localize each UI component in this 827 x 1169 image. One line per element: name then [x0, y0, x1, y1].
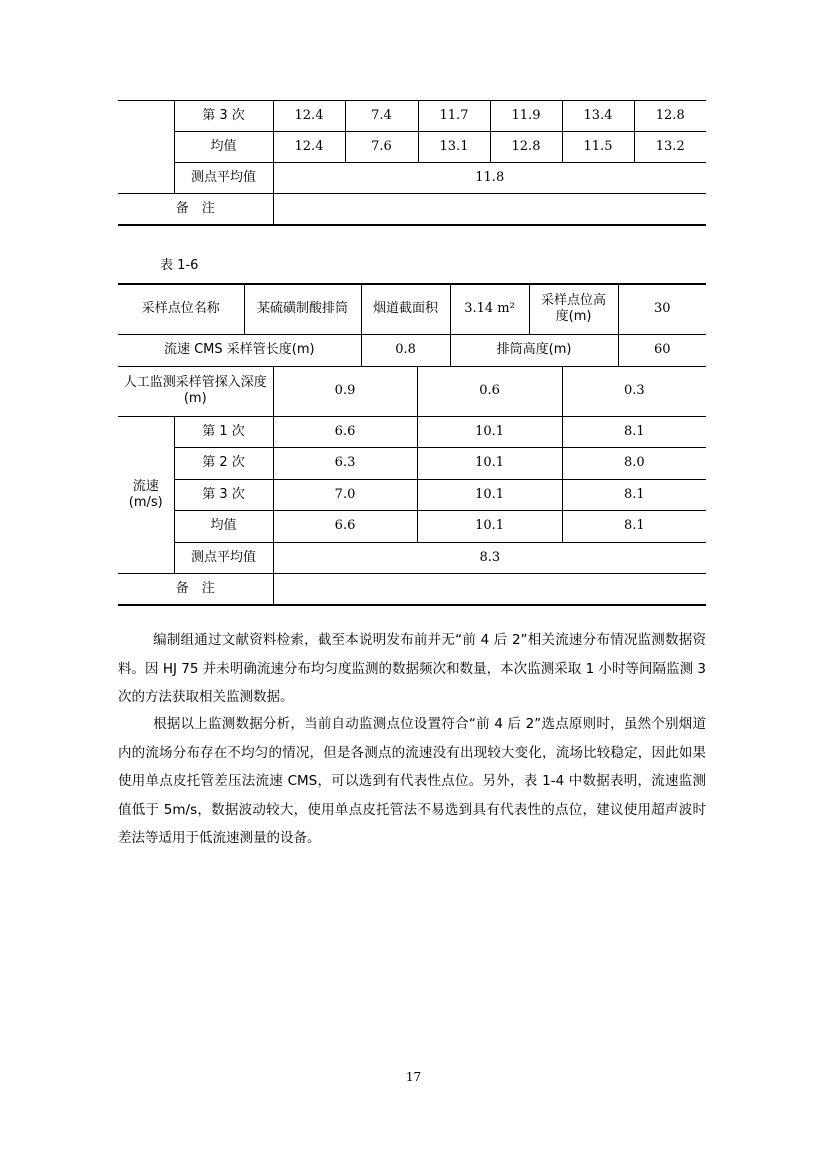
- flue-area-label: 烟道截面积: [361, 284, 450, 334]
- avg-value: 11.8: [273, 163, 706, 194]
- stack-height-label: 排筒高度(m): [450, 334, 618, 366]
- cell-value: 8.0: [562, 447, 706, 479]
- page-number: 17: [405, 1070, 422, 1084]
- avg-label: 测点平均值: [174, 163, 273, 194]
- flue-area-value: 3.14 m²: [450, 284, 529, 334]
- merged-left-cell: [118, 101, 174, 194]
- cell-value: 12.8: [634, 101, 706, 132]
- site-height-label: 采样点位高度(m): [529, 284, 618, 334]
- cell-value: 10.1: [417, 479, 562, 510]
- note-value: [273, 573, 706, 605]
- row-label: 第 2 次: [174, 447, 273, 479]
- note-label: 备 注: [118, 573, 273, 605]
- cell-value: 6.6: [273, 416, 417, 447]
- note-label: 备 注: [118, 194, 273, 226]
- cell-value: 7.0: [273, 479, 417, 510]
- row-label: 第 3 次: [174, 479, 273, 510]
- table-row: [118, 334, 706, 366]
- row-label: 均值: [174, 132, 273, 163]
- cell-value: 7.4: [345, 101, 418, 132]
- cell-value: 11.9: [490, 101, 562, 132]
- note-value: [273, 194, 706, 226]
- stack-height-value: 60: [618, 334, 706, 366]
- cell-value: 12.4: [273, 101, 345, 132]
- cell-value: 8.1: [562, 510, 706, 542]
- continued-flow-table: [118, 100, 706, 226]
- cell-value: 10.1: [417, 416, 562, 447]
- cell-value: 13.1: [418, 132, 490, 163]
- table-row: [118, 101, 706, 132]
- cell-value: 12.4: [273, 132, 345, 163]
- table-row: [118, 284, 706, 334]
- table-row: [118, 366, 706, 416]
- row-label: 均值: [174, 510, 273, 542]
- table-caption: 表 1-6: [160, 258, 199, 273]
- paragraph-analysis: [118, 710, 706, 853]
- cms-length-label: 流速 CMS 采样管长度(m): [118, 334, 361, 366]
- table-row: [118, 416, 706, 447]
- avg-label: 测点平均值: [174, 542, 273, 573]
- cell-value: 8.1: [562, 416, 706, 447]
- cell-value: 10.1: [417, 447, 562, 479]
- cms-length-value: 0.8: [361, 334, 450, 366]
- site-height-value: 30: [618, 284, 706, 334]
- site-name-value: 某硫磺制酸排筒: [244, 284, 361, 334]
- depth-value: 0.3: [562, 366, 706, 416]
- flow-label: 流速(m/s): [118, 416, 174, 573]
- table-row: [118, 194, 706, 226]
- table-row: [118, 573, 706, 605]
- row-label: 第 1 次: [174, 416, 273, 447]
- depth-label: 人工监测采样管探入深度(m): [118, 366, 273, 416]
- table-row: [118, 510, 706, 542]
- table-row: [118, 163, 706, 194]
- cell-value: 11.7: [418, 101, 490, 132]
- depth-value: 0.9: [273, 366, 417, 416]
- cell-value: 13.2: [634, 132, 706, 163]
- paragraph-text: 根据以上监测数据分析，当前自动监测点位设置符合“前 4 后 2”选点原则时，虽然个别烟道内的流场分布存在不均匀的情况，但是各测点的流速没有出现较大变化，流场比较稳定，因此如果使用单点皮托管差压法流速 CMS，可以选到有代表性点位。另外，表 1-4 中数据表明，流速监测值低于 5m/s，数据波动较大，使用单点皮托管法不易选到具有代表性的点位，建议使用超声波时差法等适用于低流速测量的设备。: [118, 716, 706, 846]
- table-row: [118, 542, 706, 573]
- depth-value: 0.6: [417, 366, 562, 416]
- avg-value: 8.3: [273, 542, 706, 573]
- cell-value: 7.6: [345, 132, 418, 163]
- cell-value: 6.6: [273, 510, 417, 542]
- cell-value: 8.1: [562, 479, 706, 510]
- cell-value: 6.3: [273, 447, 417, 479]
- row-label: 第 3 次: [174, 101, 273, 132]
- cell-value: 10.1: [417, 510, 562, 542]
- table-1-6: [118, 283, 706, 606]
- table-row: [118, 132, 706, 163]
- table-row: [118, 447, 706, 479]
- cell-value: 13.4: [562, 101, 634, 132]
- site-name-label: 采样点位名称: [118, 284, 244, 334]
- table-row: [118, 479, 706, 510]
- paragraph-literature: [118, 626, 706, 712]
- cell-value: 11.5: [562, 132, 634, 163]
- cell-value: 12.8: [490, 132, 562, 163]
- paragraph-text: 编制组通过文献资料检索，截至本说明发布前并无“前 4 后 2”相关流速分布情况监测数据资料。因 HJ 75 并未明确流速分布均匀度监测的数据频次和数量，本次监测采取 1 小时等间隔监测 3 次的方法获取相关监测数据。: [118, 632, 706, 705]
